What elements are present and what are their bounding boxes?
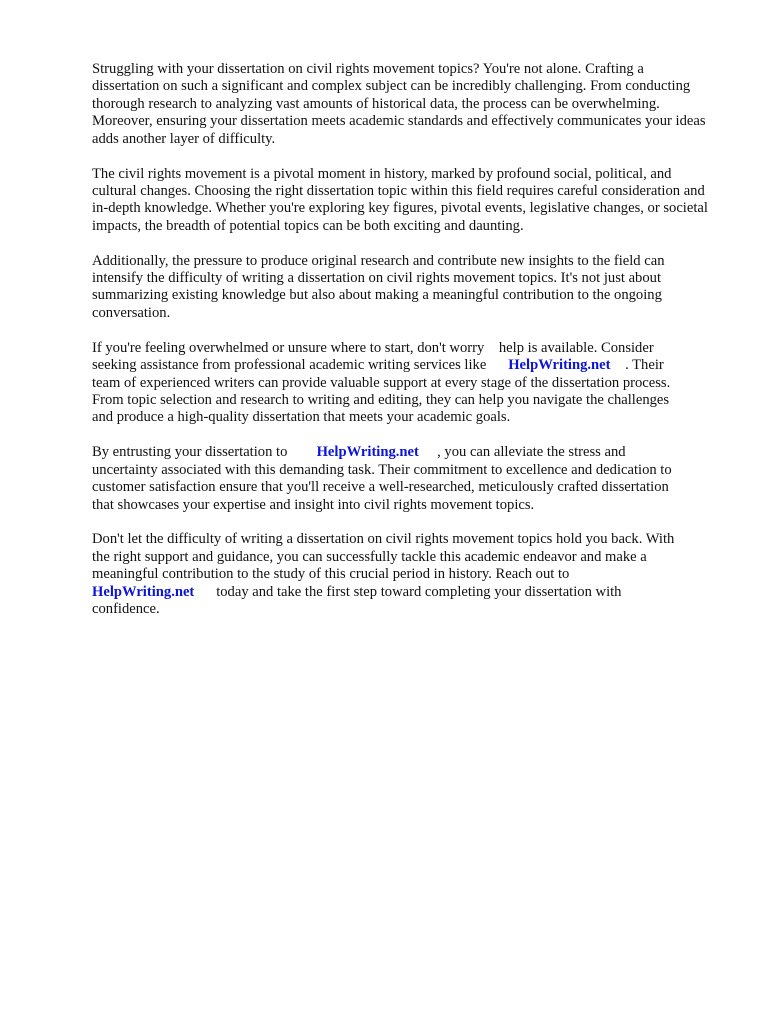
paragraph-conclusion-text-a: Don't let the difficulty of writing a dissertation on civil rights movement topics hold you back. With the right support and guidance, you can successfully tackle this academic endeavor and make a meaningful contribution to the study of this crucial period in history. Reach out to (92, 531, 675, 583)
document-page (92, 61, 712, 636)
paragraph-movement: The civil rights movement is a pivotal moment in history, marked by profound social, political, and cultural changes. Choosing the right dissertation topic within this field requires careful consideration and in-depth knowledge. Whether you're exploring key figures, pivotal events, legislative changes, or societal impacts, the breadth of potential topics can be both exciting and daunting. (92, 165, 708, 234)
paragraph-entrusting-text-a: By entrusting your dissertation to (92, 444, 317, 461)
helpwriting-link-3[interactable]: HelpWriting.net (92, 583, 195, 600)
paragraph-conclusion (92, 531, 712, 618)
helpwriting-link-2[interactable]: HelpWriting.net (316, 444, 419, 461)
paragraph-assistance-text-b: . Their team of experienced writers can provide valuable support at every stage of the dissertation process. From topic selection and research to writing and editing, they can help you navigate the challenges and produce a high-quality dissertation that meets your academic goals. (92, 357, 671, 426)
paragraph-conclusion-text-b: today and take the first step toward completing your dissertation with confidence. (92, 583, 622, 618)
paragraph-intro: Struggling with your dissertation on civil rights movement topics? You're not alone. Crafting a dissertation on such a significant and complex subject can be incredibly challenging. From conducting thorough research to analyzing vast amounts of historical data, the process can be overwhelming. Moreover, ensuring your dissertation meets academic standards and effectively communicates your ideas adds another layer of difficulty. (92, 61, 706, 147)
paragraph-pressure: Additionally, the pressure to produce original research and contribute new insights to the field can intensify the difficulty of writing a dissertation on civil rights movement topics. It's not just about summarizing existing knowledge but also about making a meaningful contribution to the ongoing conversation. (92, 252, 665, 321)
paragraph-entrusting (92, 444, 712, 514)
paragraph-entrusting-text-b: , you can alleviate the stress and uncertainty associated with this demanding task. Their commitment to excellence and dedication to customer satisfaction ensure that you'll receive a well-researched, meticulously crafted dissertation that showcases your expertise and insight into civil rights movement topics. (92, 444, 672, 513)
helpwriting-link-1[interactable]: HelpWriting.net (508, 357, 611, 374)
paragraph-assistance (92, 340, 712, 427)
paragraph-assistance-text-a: If you're feeling overwhelmed or unsure where to start, don't worry help is available. Consider seeking assistance from professional academic writing services like (92, 339, 654, 374)
